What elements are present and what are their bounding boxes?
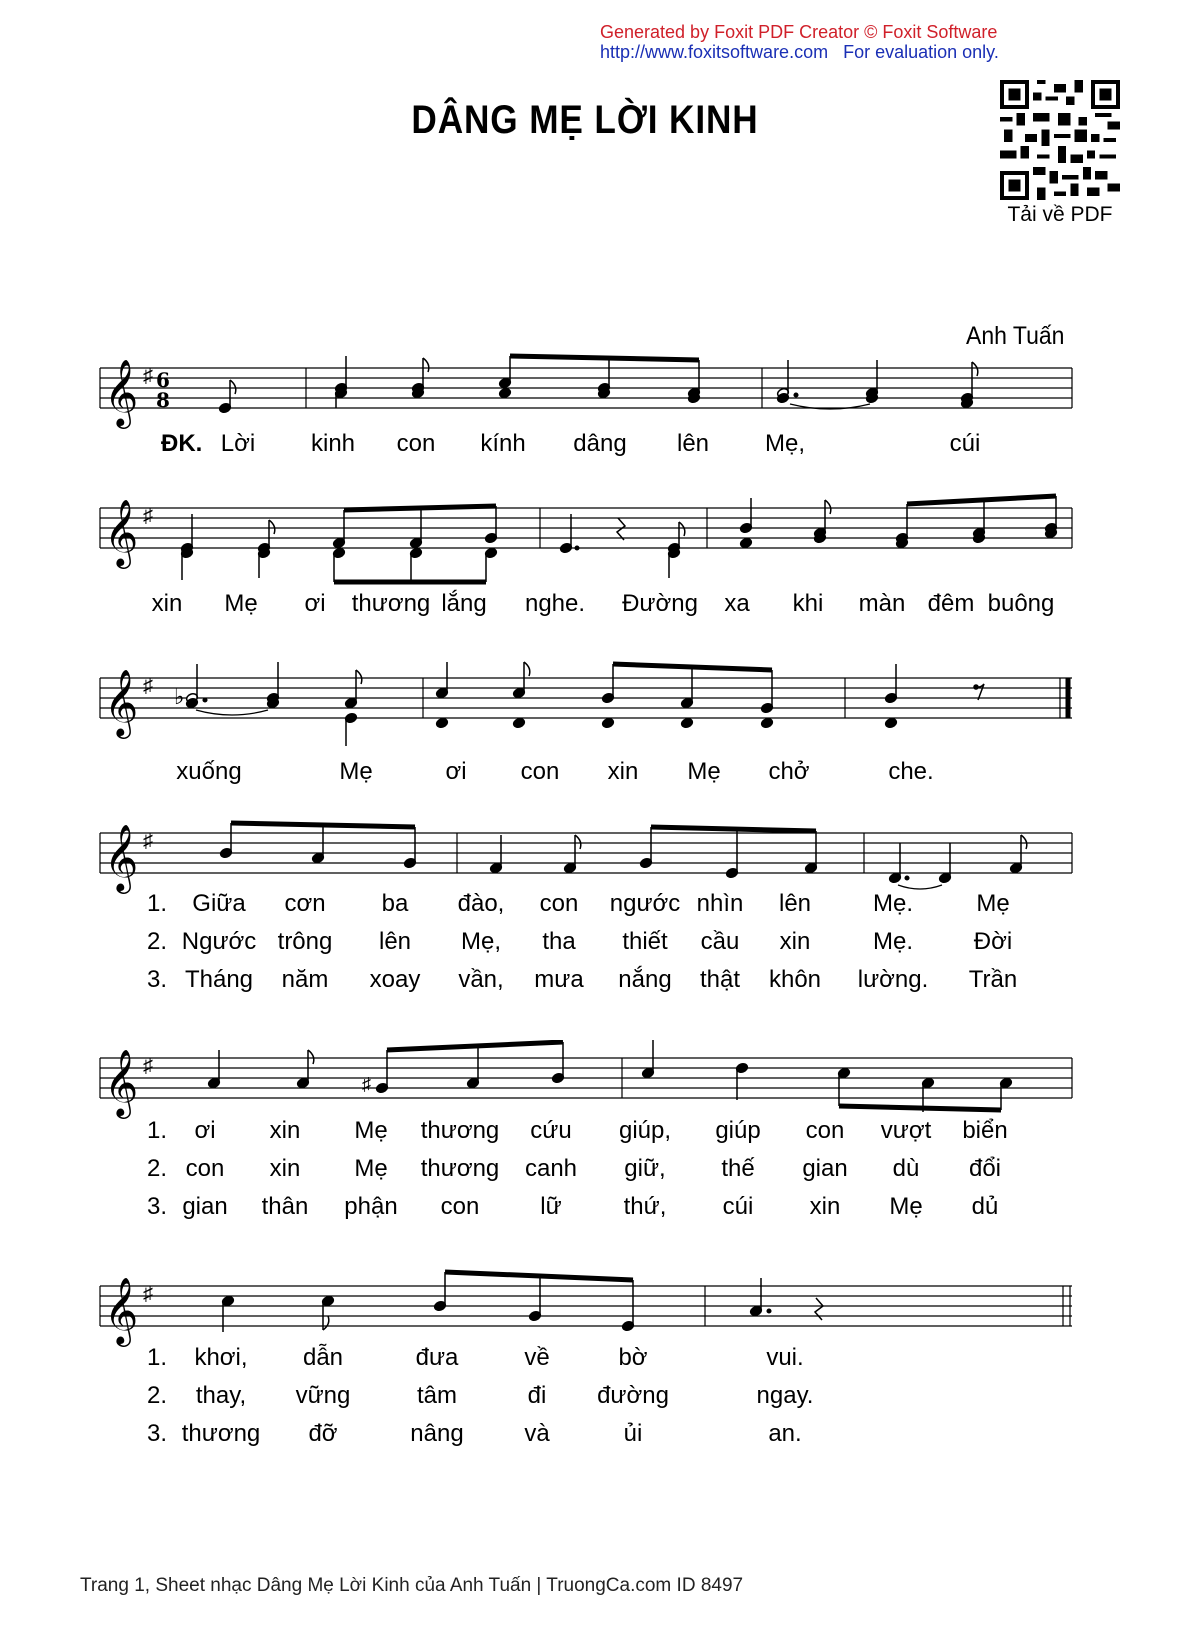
lyric-word: thật <box>699 966 741 993</box>
lyric-word: thương <box>420 1117 500 1144</box>
lyric-word: che. <box>888 758 934 785</box>
treble-clef-icon: 𝄞 <box>104 358 139 426</box>
lyric-word: ngay. <box>756 1382 814 1409</box>
lyric-word: Mẹ, <box>460 928 502 955</box>
lyric-word: ba <box>381 890 409 917</box>
lyric-word: dù <box>892 1155 920 1182</box>
lyric-word: nhìn <box>696 890 744 917</box>
lyric-word: trông <box>277 928 333 955</box>
lyric-word: đổi <box>968 1155 1002 1182</box>
lyric-line-verse-5-3 <box>0 1193 1200 1227</box>
lyric-word: chở <box>768 758 810 785</box>
lyric-word: giúp, <box>618 1117 672 1144</box>
sharp-icon: ♯ <box>362 1074 371 1094</box>
qr-code-icon[interactable] <box>1000 80 1120 200</box>
lyric-word: con <box>185 1155 225 1182</box>
lyric-word: xin <box>779 928 811 955</box>
lyric-word: thân <box>261 1193 309 1220</box>
lyric-word: về <box>524 1344 550 1371</box>
lyric-word: đêm <box>927 590 975 617</box>
lyric-line-refrain-1 <box>0 430 1200 464</box>
staff-system-3 <box>90 660 1080 760</box>
lyric-word: Trần <box>968 966 1018 993</box>
lyric-line-verse-4-2 <box>0 928 1200 962</box>
lyric-word: đi <box>527 1382 547 1409</box>
lyric-word: con <box>396 430 436 457</box>
staff-system-1 <box>90 350 1080 440</box>
treble-clef-icon: 𝄞 <box>104 668 139 736</box>
lyric-word: xin <box>151 590 183 617</box>
lyric-word: Mẹ. <box>872 890 914 917</box>
verse-number: 1. <box>146 890 168 917</box>
verse-number: 2. <box>146 1382 168 1409</box>
verse-number: 2. <box>146 928 168 955</box>
lyric-word: vui. <box>766 1344 804 1371</box>
lyric-word: Mẹ <box>687 758 721 785</box>
treble-clef-icon: 𝄞 <box>104 1276 139 1344</box>
lyric-word: kính <box>480 430 526 457</box>
lyric-word: đào, <box>457 890 505 917</box>
lyric-word: dủ <box>971 1193 999 1220</box>
lyric-word: thương <box>181 1420 261 1447</box>
lyric-word: và <box>524 1420 550 1447</box>
lyric-word: phận <box>344 1193 398 1220</box>
lyric-word: bờ <box>618 1344 648 1371</box>
lyric-word: con <box>539 890 579 917</box>
lyric-word: xin <box>269 1117 301 1144</box>
lyric-line-verse-5-1 <box>0 1117 1200 1151</box>
lyric-word: Mẹ <box>976 890 1010 917</box>
lyric-line-refrain-2 <box>0 590 1200 624</box>
lyric-word: buông <box>987 590 1055 617</box>
lyric-word: màn <box>858 590 906 617</box>
lyric-word: lắng <box>441 590 487 617</box>
lyric-word: lên <box>676 430 710 457</box>
lyric-word: Đường <box>622 590 698 617</box>
lyric-word: Mẹ <box>224 590 258 617</box>
lyric-line-verse-6-3 <box>0 1420 1200 1454</box>
treble-clef-icon: 𝄞 <box>104 498 139 566</box>
lyric-word: lường. <box>857 966 929 993</box>
sharp-icon: ♯ <box>143 1283 153 1305</box>
sharp-icon: ♯ <box>143 1055 153 1077</box>
lyric-word: biển <box>962 1117 1008 1144</box>
verse-number: 1. <box>146 1117 168 1144</box>
sharp-icon: ♯ <box>143 505 153 527</box>
lyric-word: cơn <box>284 890 326 917</box>
lyric-word: tâm <box>416 1382 458 1409</box>
page-footer: Trang 1, Sheet nhạc Dâng Mẹ Lời Kinh của Anh Tuấn | TruongCa.com ID 8497 <box>80 1575 744 1596</box>
lyric-word: kinh <box>310 430 356 457</box>
treble-clef-icon: 𝄞 <box>104 823 139 891</box>
time-sig-top: 6 <box>156 368 170 392</box>
staff-system-5 <box>90 1040 1080 1120</box>
sharp-icon: ♯ <box>143 830 153 852</box>
lyric-word: Giữa <box>192 890 246 917</box>
lyric-word: ủi <box>623 1420 643 1447</box>
staff-system-6 <box>90 1268 1080 1348</box>
lyric-word: an. <box>768 1420 802 1447</box>
composer-name: Anh Tuấn <box>966 322 1065 350</box>
lyric-word: khi <box>792 590 824 617</box>
lyric-word: nắng <box>618 966 672 993</box>
lyric-word: gian <box>182 1193 228 1220</box>
lyric-word: gian <box>802 1155 848 1182</box>
lyric-word: thương <box>420 1155 500 1182</box>
lyric-word: lữ <box>540 1193 562 1220</box>
verse-number: 3. <box>146 1193 168 1220</box>
lyric-word: Mẹ, <box>764 430 806 457</box>
verse-number: 2. <box>146 1155 168 1182</box>
lyric-word: thương <box>351 590 431 617</box>
lyric-line-refrain-3 <box>0 758 1200 792</box>
lyric-word: Tháng <box>184 966 254 993</box>
lyric-line-verse-5-2 <box>0 1155 1200 1189</box>
time-sig-bottom: 8 <box>156 388 170 412</box>
lyric-word: đưa <box>415 1344 459 1371</box>
lyric-word: thế <box>721 1155 755 1182</box>
lyric-word: Đời <box>973 928 1013 955</box>
lyric-word: canh <box>524 1155 578 1182</box>
foxit-watermark <box>600 22 999 62</box>
verse-number: 3. <box>146 1420 168 1447</box>
lyric-word: vững <box>295 1382 351 1409</box>
lyric-word: xin <box>269 1155 301 1182</box>
lyric-word: con <box>805 1117 845 1144</box>
sharp-icon: ♯ <box>143 365 153 387</box>
lyric-word: Mẹ <box>354 1117 388 1144</box>
lyric-word: giúp <box>715 1117 761 1144</box>
watermark-line-1: Generated by Foxit PDF Creator © Foxit Software <box>600 22 998 42</box>
refrain-label: ĐK. <box>161 430 203 457</box>
verse-number: 3. <box>146 966 168 993</box>
lyric-word: cứu <box>530 1117 572 1144</box>
sharp-icon: ♯ <box>143 675 153 697</box>
lyric-word: con <box>520 758 560 785</box>
lyric-word: thay, <box>195 1382 247 1409</box>
lyric-word: năm <box>281 966 329 993</box>
lyric-line-verse-6-2 <box>0 1382 1200 1416</box>
lyric-word: Mẹ <box>889 1193 923 1220</box>
lyric-line-verse-4-3 <box>0 966 1200 1000</box>
lyric-word: tha <box>542 928 576 955</box>
lyric-word: dẫn <box>302 1344 344 1371</box>
lyric-word: xoay <box>369 966 421 993</box>
lyric-word: xin <box>607 758 639 785</box>
lyric-word: giữ, <box>624 1155 666 1182</box>
lyric-word: Mẹ <box>354 1155 388 1182</box>
lyric-word: vượt <box>880 1117 932 1144</box>
staff-system-2 <box>90 490 1080 590</box>
staff-system-4 <box>90 815 1080 895</box>
lyric-line-verse-4-1 <box>0 890 1200 924</box>
verse-number: 1. <box>146 1344 168 1371</box>
lyric-word: cúi <box>949 430 981 457</box>
flat-icon: ♭ <box>174 684 185 709</box>
lyric-word: lên <box>378 928 412 955</box>
lyric-word: xuống <box>176 758 242 785</box>
lyric-word: Lời <box>220 430 256 457</box>
qr-caption: Tải về PDF <box>1007 203 1113 226</box>
lyric-word: đường <box>597 1382 669 1409</box>
lyric-word: ơi <box>304 590 326 617</box>
lyric-word: thứ, <box>623 1193 667 1220</box>
lyric-line-verse-6-1 <box>0 1344 1200 1378</box>
lyric-word: ngước <box>609 890 681 917</box>
watermark-line-2: http://www.foxitsoftware.com For evaluation only. <box>600 42 999 62</box>
lyric-word: Mẹ <box>339 758 373 785</box>
lyric-word: Ngước <box>181 928 257 955</box>
lyric-word: đỡ <box>308 1420 338 1447</box>
lyric-word: xin <box>809 1193 841 1220</box>
lyric-word: nghe. <box>524 590 586 617</box>
song-title: DÂNG MẸ LỜI KINH <box>411 98 759 142</box>
lyric-word: cúi <box>722 1193 754 1220</box>
lyric-word: cầu <box>700 928 740 955</box>
lyric-word: Mẹ. <box>872 928 914 955</box>
lyric-word: lên <box>778 890 812 917</box>
lyric-word: xa <box>724 590 750 617</box>
lyric-word: ơi <box>445 758 467 785</box>
lyric-word: vần, <box>458 966 504 993</box>
lyric-word: ơi <box>194 1117 216 1144</box>
treble-clef-icon: 𝄞 <box>104 1048 139 1116</box>
lyric-word: con <box>440 1193 480 1220</box>
lyric-word: mưa <box>534 966 584 993</box>
lyric-word: khơi, <box>194 1344 248 1371</box>
lyric-word: dâng <box>573 430 627 457</box>
lyric-word: khôn <box>768 966 822 993</box>
lyric-word: thiết <box>622 928 668 955</box>
lyric-word: nâng <box>410 1420 464 1447</box>
